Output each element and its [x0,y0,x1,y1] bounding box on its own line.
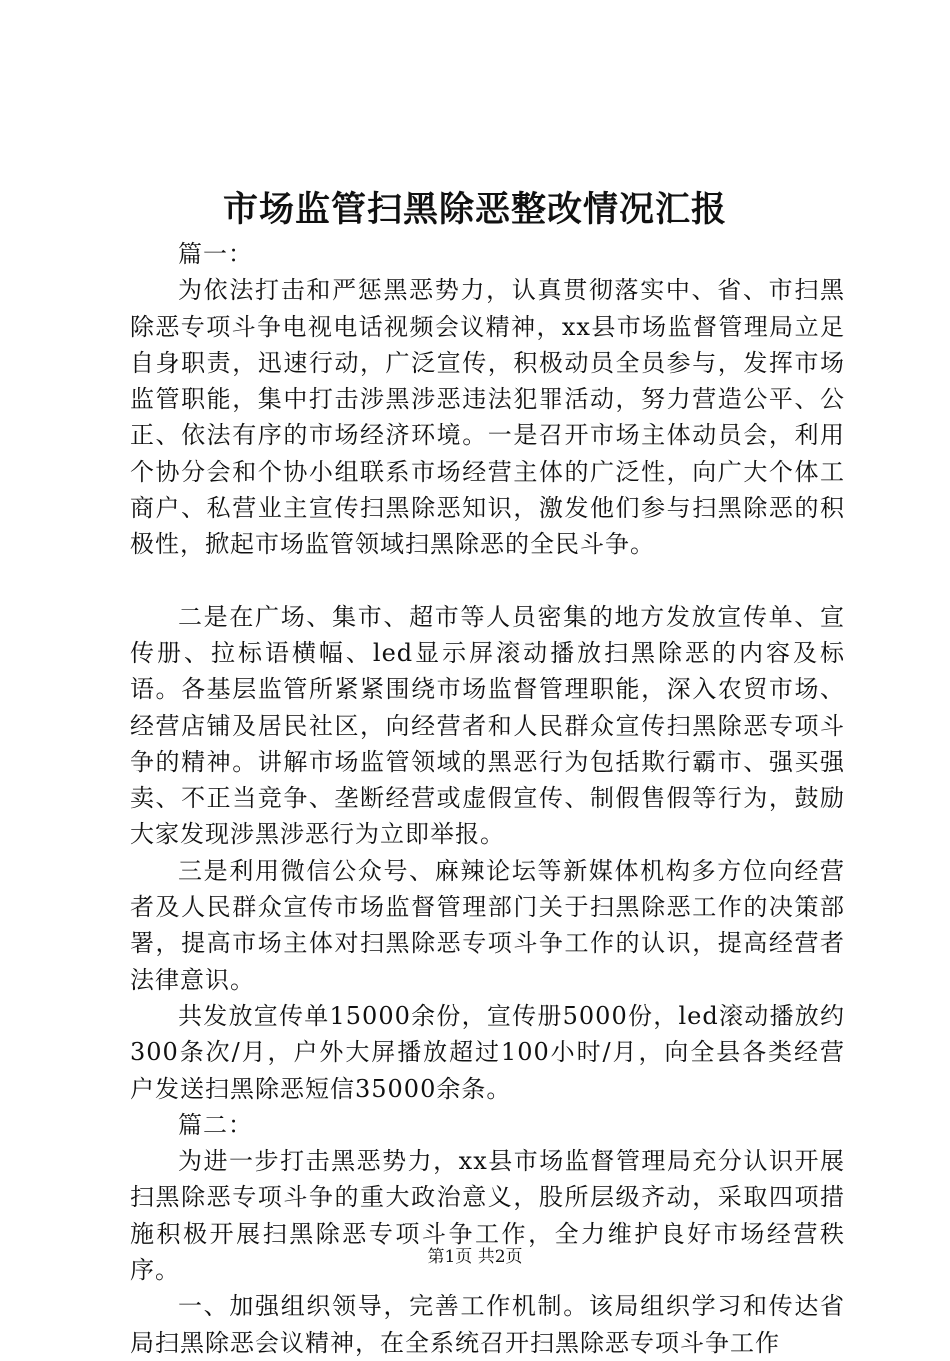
paragraph-6: 一、加强组织领导，完善工作机制。该局组织学习和传达省局扫黑除恶会议精神，在全系统召开扫黑除恶专项斗争工作 [130,1292,845,1357]
paragraph-4: 共发放宣传单15000余份，宣传册5000份，led滚动播放约300条次/月，户外大屏播放超过100小时/月，向全县各类经营户发送扫黑除恶短信35000余条。 [130,1001,845,1103]
page-number: 第1页 共2页 [427,1247,523,1267]
section-heading-2: 篇二： [178,1110,253,1139]
paragraph-5: 为进一步打击黑恶势力，xx县市场监督管理局充分认识开展扫黑除恶专项斗争的重大政治意义，股所层级齐动，采取四项措施积极开展扫黑除恶专项斗争工作，全力维护良好市场经营秩序。 [130,1147,845,1285]
paragraph-3: 三是利用微信公众号、麻辣论坛等新媒体机构多方位向经营者及人民群众宣传市场监督管理部门关于扫黑除恶工作的决策部署，提高市场主体对扫黑除恶专项斗争工作的认识，提高经营者法律意识。 [130,856,845,994]
paragraph-1: 为依法打击和严惩黑恶势力，认真贯彻落实中、省、市扫黑除恶专项斗争电视电话视频会议精神，xx县市场监督管理局立足自身职责，迅速行动，广泛宣传，积极动员全员参与，发挥市场监管职能，集中打击涉黑涉恶违法犯罪活动，努力营造公平、公正、依法有序的市场经济环境。一是召开市场主体动员会，利用个协分会和个协小组联系市场经营主体的广泛性，向广大个体工商户、私营业主宣传扫黑除恶知识，激发他们参与扫黑除恶的积极性，掀起市场监管领域扫黑除恶的全民斗争。 [130,276,845,559]
section-heading-1: 篇一： [178,240,253,268]
paragraph-2: 二是在广场、集市、超市等人员密集的地方发放宣传单、宣传册、拉标语横幅、led显示屏滚动播放扫黑除恶的内容及标语。各基层监管所紧紧围绕市场监督管理职能，深入农贸市场、经营店铺及居民社区，向经营者和人民群众宣传扫黑除恶专项斗争的精神。讲解市场监管领域的黑恶行为包括欺行霸市、强买强卖、不正当竞争、垄断经营或虚假宣传、制假售假等行为，鼓励大家发现涉黑涉恶行为立即举报。 [130,602,845,849]
document-title: 市场监管扫黑除恶整改情况汇报 [222,189,727,230]
document-body [130,236,845,1361]
